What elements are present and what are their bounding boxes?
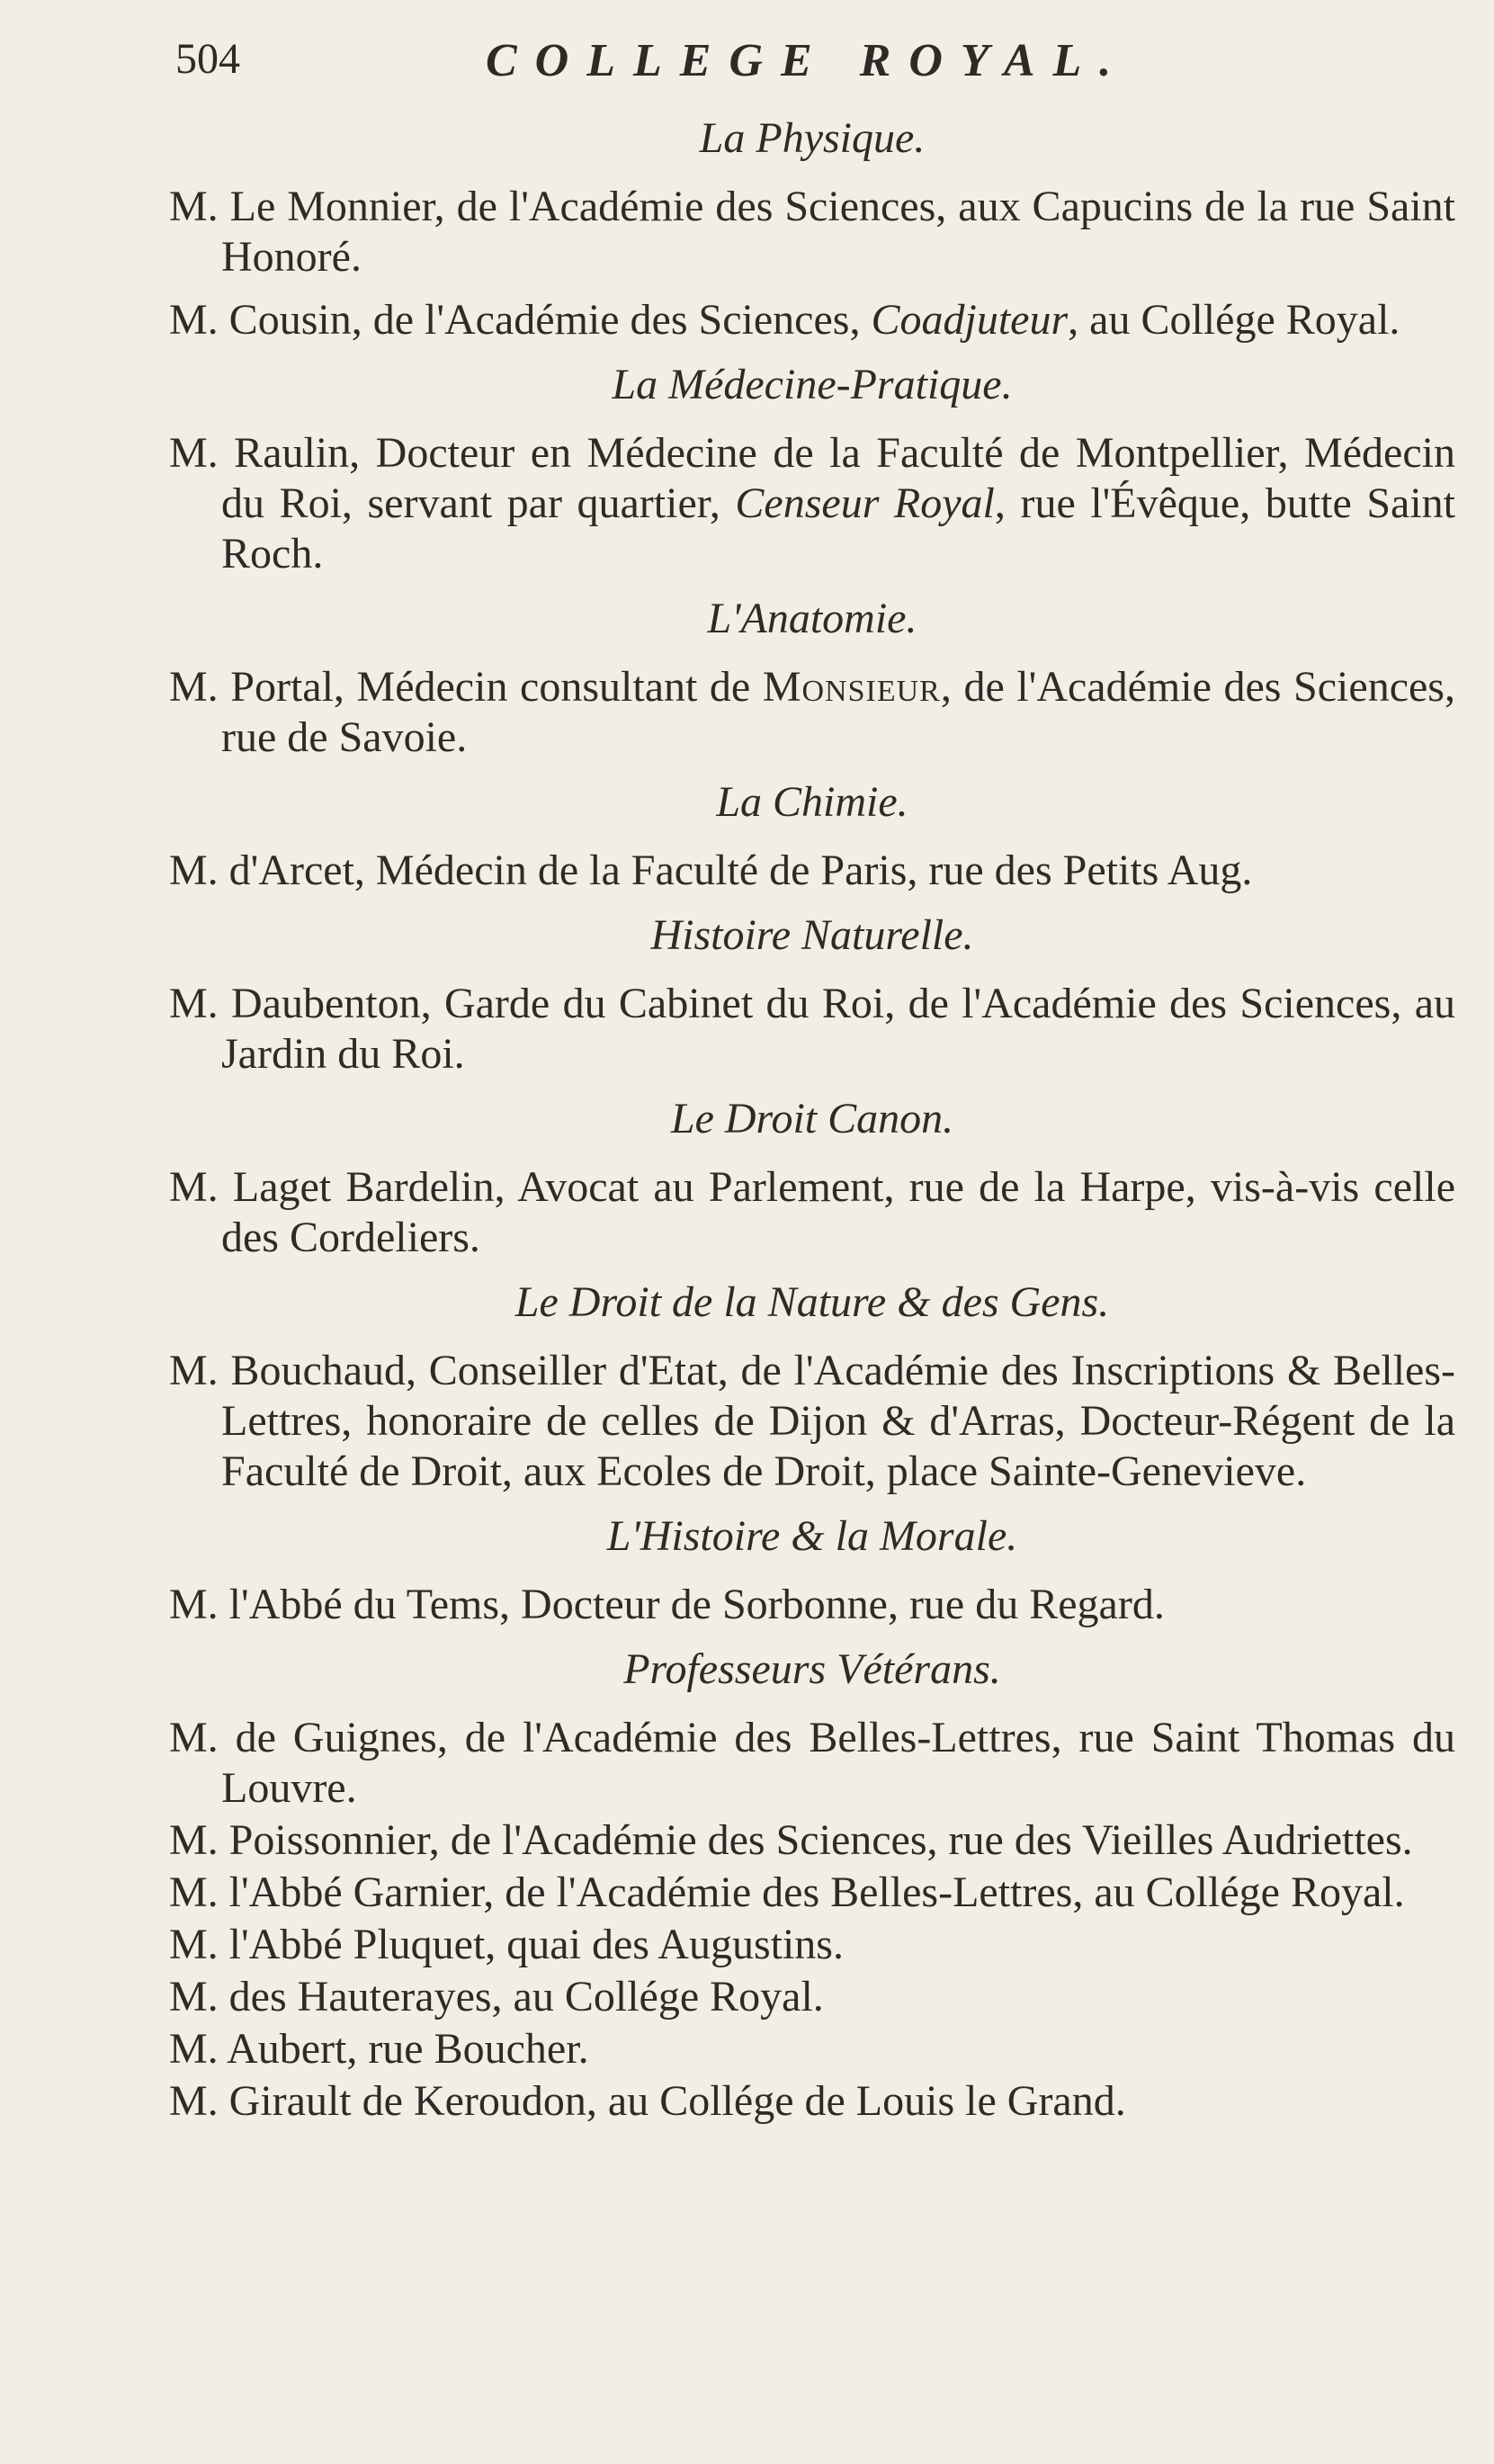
entry-text: M. d'Arcet, Médecin de la Faculté de Paris, rue des Petits Aug. [169, 847, 1253, 894]
entry-text: M. Portal, Médecin consultant de [169, 663, 763, 711]
entry-text: M. Cousin, de l'Académie des Sciences, [169, 296, 872, 344]
entry-title-italic: Coadjuteur [871, 296, 1069, 344]
page-number: 504 [175, 35, 240, 83]
entry-text: M. l'Abbé Garnier, de l'Académie des Belles-Lettres, au Collége Royal. [169, 1868, 1405, 1916]
running-title: COLLEGE ROYAL. [486, 35, 1130, 86]
professor-entry [169, 1815, 1455, 1866]
section-title: Le Droit de la Nature & des Gens. [514, 1278, 1110, 1326]
professor-entry [169, 846, 1455, 896]
entry-name-smallcaps: Monsieur [762, 663, 941, 711]
professor-entry [169, 1346, 1455, 1497]
entry-text: M. Poissonnier, de l'Académie des Sciences, rue des Vieilles Audriettes. [169, 1816, 1413, 1864]
professor-entry [169, 979, 1455, 1080]
section-title: L'Histoire & la Morale. [606, 1512, 1018, 1560]
entry-text: M. Bouchaud, Conseiller d'Etat, de l'Académie des Inscriptions & Belles-Lettres, honoraire de celles de Dijon & d'Arras, Docteur-Régent de la Faculté de Droit, aux Ecoles de Droit, place Sainte-Genevieve. [169, 1347, 1455, 1495]
section [169, 775, 1455, 896]
section [169, 112, 1455, 345]
page-body [169, 99, 1455, 2128]
section-title: L'Anatomie. [707, 595, 917, 642]
section-title: La Physique. [699, 114, 926, 162]
professor-entry [169, 1920, 1455, 1970]
entry-text: M. l'Abbé Pluquet, quai des Augustins. [169, 1921, 844, 1968]
entry-text: , de l'Académie des Sciences, rue de Savoie. [221, 663, 1455, 761]
section [169, 358, 1455, 579]
entry-text: , rue l'Évêque, butte Saint Roch. [221, 479, 1456, 578]
professor-entry [169, 1580, 1455, 1630]
professor-entry [169, 295, 1455, 345]
section-title: La Médecine-Pratique. [612, 361, 1013, 408]
professor-entry [169, 2076, 1455, 2127]
entry-title-italic: Censeur Royal [735, 479, 995, 527]
section [169, 1643, 1455, 2127]
section-title: Professeurs Vétérans. [623, 1645, 1001, 1693]
entry-text: M. Girault de Keroudon, au Collége de Louis le Grand. [169, 2077, 1126, 2125]
entry-text: M. Aubert, rue Boucher. [169, 2025, 589, 2073]
entry-text: M. Laget Bardelin, Avocat au Parlement, rue de la Harpe, vis-à-vis celle des Cordeliers. [169, 1163, 1455, 1261]
professor-entry [169, 662, 1455, 763]
professor-entry [169, 1162, 1455, 1263]
section-title: Le Droit Canon. [670, 1095, 954, 1142]
section [169, 592, 1455, 763]
entry-text: M. de Guignes, de l'Académie des Belles-Lettres, rue Saint Thomas du Louvre. [169, 1714, 1455, 1812]
entry-text: M. des Hauterayes, au Collége Royal. [169, 1973, 824, 2020]
professor-entry [169, 182, 1455, 282]
section [169, 1510, 1455, 1630]
section-title: Histoire Naturelle. [650, 911, 974, 959]
section [169, 1276, 1455, 1497]
professor-entry [169, 428, 1455, 579]
professor-entry [169, 1868, 1455, 1918]
entry-text: M. l'Abbé du Tems, Docteur de Sorbonne, rue du Regard. [169, 1581, 1165, 1628]
section [169, 909, 1455, 1080]
running-header [175, 34, 1183, 97]
entry-text: , au Collége Royal. [1068, 296, 1400, 344]
professor-entry [169, 2024, 1455, 2074]
section [169, 1092, 1455, 1263]
entry-text: M. Le Monnier, de l'Académie des Sciences, aux Capucins de la rue Saint Honoré. [169, 183, 1455, 281]
entry-text: M. Daubenton, Garde du Cabinet du Roi, de l'Académie des Sciences, au Jardin du Roi. [169, 980, 1455, 1078]
professor-entry [169, 1972, 1455, 2022]
professor-entry [169, 1713, 1455, 1814]
entry-text: M. Raulin, Docteur en Médecine de la Faculté de Montpellier, Médecin du Roi, servant par quartier, [169, 429, 1455, 527]
section-title: La Chimie. [716, 778, 908, 826]
